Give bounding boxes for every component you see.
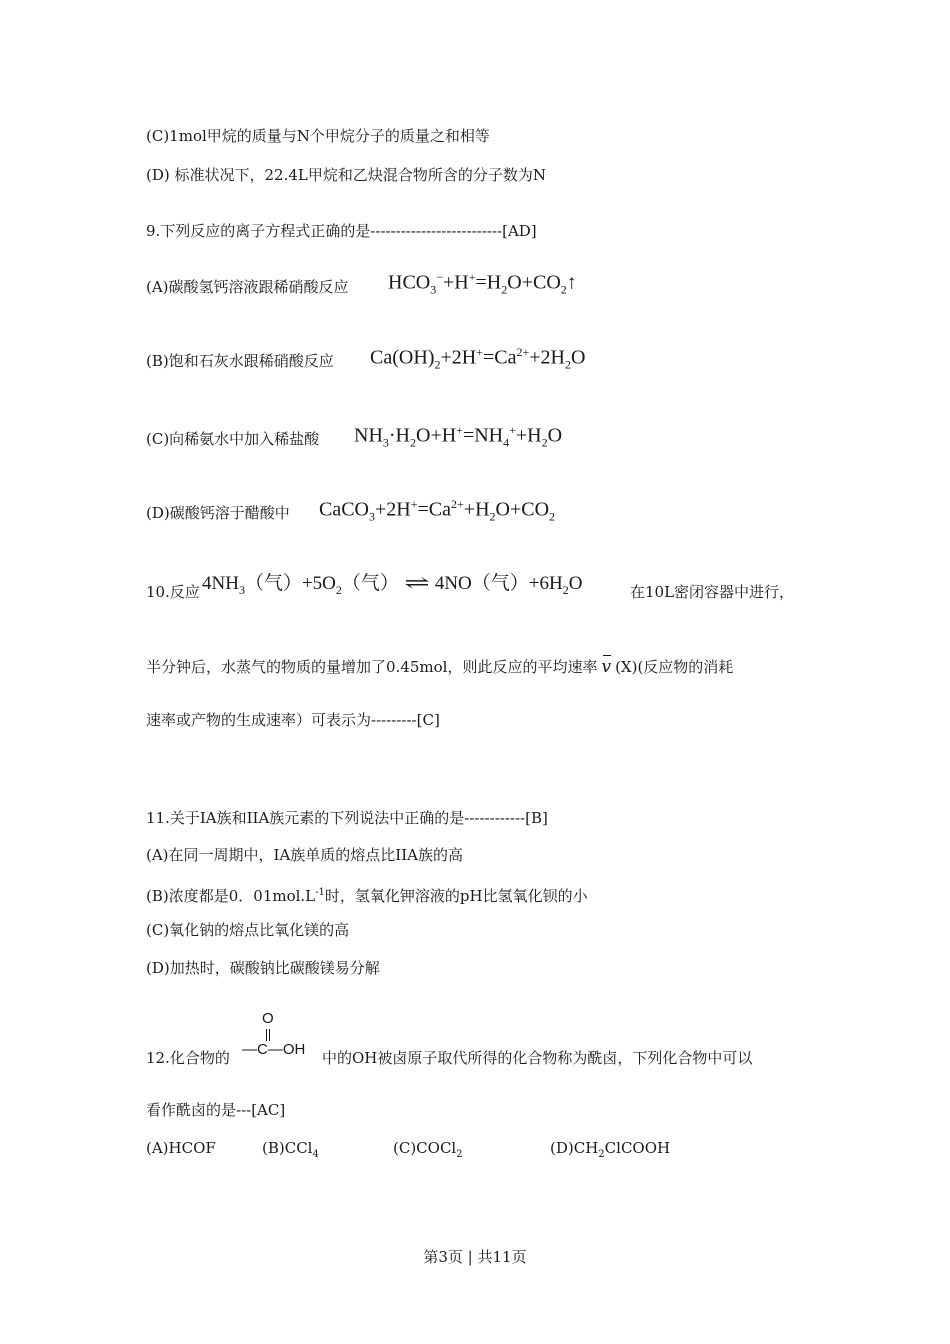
option-9b: (B)饱和石灰水跟稀硝酸反应 — [146, 352, 334, 370]
question-9: 9.下列反应的离子方程式正确的是--------------------------[AD] — [146, 222, 537, 240]
question-12-end: 中的OH被卤原子取代所得的化合物称为酰卤，下列化合物中可以 — [322, 1049, 753, 1067]
equation-9c: $NH_3\cdot H_2O+H^+=NH_4^++H_2O$ — [354, 423, 563, 450]
option-11c: (C)氧化钠的熔点比氧化镁的高 — [146, 921, 350, 939]
option-11a: (A)在同一周期中，IA族单质的熔点比IIA族的高 — [146, 846, 463, 864]
double-bond — [266, 1029, 270, 1041]
page-footer: 第3页 | 共11页 — [423, 1248, 527, 1266]
question-10-line2: 半分钟后，水蒸气的物质的量增加了0.45mol，则此反应的平均速率 v (X)(反应物的消耗 — [146, 657, 734, 677]
rate-symbol: v — [601, 657, 612, 677]
question-10-start: 10.反应 — [146, 583, 200, 601]
option-12a: (A)HCOF — [146, 1139, 216, 1157]
option-9c: (C)向稀氨水中加入稀盐酸 — [146, 430, 320, 448]
option-12d: $(D)CH_2ClCOOH$ — [550, 1139, 671, 1160]
equation-9b: $Ca(OH)_2+2H^+=Ca^{2+}+2H_2O$ — [370, 345, 586, 372]
question-12-start: 12.化合物的 — [146, 1049, 230, 1067]
equilibrium-arrow: ⇌ — [404, 573, 430, 594]
question-10-end: 在10L密闭容器中进行， — [630, 583, 795, 601]
equation-9d: $CaCO_3+2H^+=Ca^{2+}+H_2O+CO_2$ — [319, 497, 556, 524]
question-10-line3: 速率或产物的生成速率）可表示为---------[C] — [146, 711, 440, 729]
question-11: 11.关于IA族和IIA族元素的下列说法中正确的是------------[B] — [146, 809, 548, 827]
option-8c: (C)1mol甲烷的质量与N个甲烷分子的质量之和相等 — [146, 127, 490, 145]
option-8d: (D) 标准状况下，22.4L甲烷和乙炔混合物所含的分子数为N — [146, 166, 546, 184]
carbon-chain: —C—OH — [242, 1041, 306, 1058]
equation-10-reaction: $4NH_3$（气）$+5O_2$（气） ⇌ 4NO（气）$+6H_2O$ — [202, 573, 583, 597]
question-12-line2: 看作酰卤的是---[AC] — [146, 1101, 286, 1119]
oxygen-atom: O — [262, 1010, 274, 1027]
option-9d: (D)碳酸钙溶于醋酸中 — [146, 504, 290, 522]
option-12c: (C)COCl$_2$ — [393, 1139, 463, 1160]
option-11b: (B)浓度都是0．$01mol.L^{-1}$时，氢氧化钾溶液的pH比氢氧化钡的小 — [146, 887, 588, 905]
option-11d: (D)加热时，碳酸钠比碳酸镁易分解 — [146, 959, 380, 977]
carboxyl-structure — [242, 1010, 322, 1062]
option-12b: (B)CCl$_4$ — [262, 1139, 319, 1160]
equation-9a: $HCO_3^-+H^+=H_2O+CO_2↑$ — [388, 270, 577, 297]
option-9a: (A)碳酸氢钙溶液跟稀硝酸反应 — [146, 278, 349, 296]
